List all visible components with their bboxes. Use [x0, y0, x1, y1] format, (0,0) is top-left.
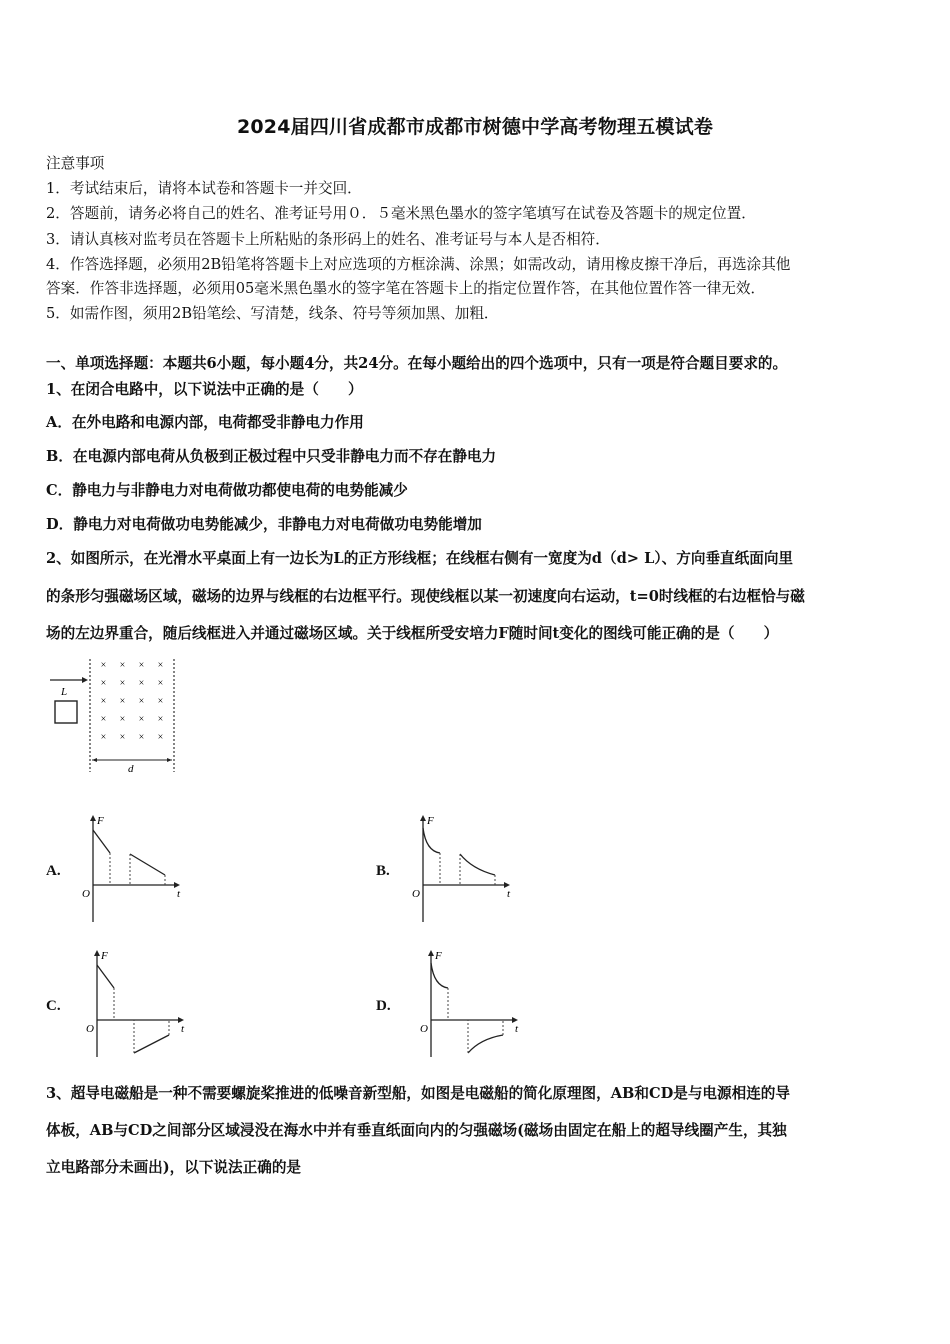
magnetic-field-figure — [40, 655, 190, 775]
axis-label-t: t — [507, 888, 511, 900]
axis-label-t: t — [515, 1023, 519, 1035]
graph-c — [84, 945, 199, 1065]
force-curve-entering — [431, 963, 448, 988]
graph-b-label: B. — [376, 863, 390, 879]
field-crosses — [100, 660, 164, 743]
notice-item: 1．考试结束后，请将本试卷和答题卡一并交回． — [46, 180, 362, 197]
notice-heading: 注意事项 — [46, 155, 105, 172]
force-segment-exiting — [134, 1035, 169, 1053]
origin-label: O — [412, 888, 420, 900]
page-title: 2024届四川省成都市成都市树德中学高考物理五模试卷 — [236, 116, 714, 138]
notice-item: 答案．作答非选择题，必须用05毫米黑色墨水的签字笔在答题卡上的指定位置作答，在其他位置作答一律无效． — [46, 280, 766, 297]
field-cross-icon: × — [138, 696, 145, 707]
axis-label-f: F — [435, 950, 442, 962]
field-cross-icon: × — [157, 714, 164, 725]
graph-c-label: C. — [46, 998, 61, 1014]
graph-b — [410, 810, 525, 925]
field-cross-icon: × — [100, 678, 107, 689]
q1-option-c: C．静电力与非静电力对电荷做功都使电荷的电势能减少 — [46, 482, 408, 499]
q1-option-a: A．在外电路和电源内部，电荷都受非静电力作用 — [46, 414, 364, 431]
q1-option-d: D．静电力对电荷做功电势能减少，非静电力对电荷做功电势能增加 — [46, 516, 482, 533]
field-cross-icon: × — [119, 732, 126, 743]
notice-item: 5．如需作图，须用2B铅笔绘、写清楚，线条、符号等须加黑、加粗． — [46, 305, 499, 322]
axis-arrow-icon — [428, 950, 434, 956]
force-segment-entering — [93, 830, 110, 853]
arrow-head-icon — [82, 677, 88, 683]
field-cross-icon: × — [138, 732, 145, 743]
axis-arrow-icon — [90, 815, 96, 821]
field-cross-icon: × — [157, 660, 164, 671]
field-cross-icon: × — [138, 678, 145, 689]
field-cross-icon: × — [100, 660, 107, 671]
graph-d — [418, 945, 533, 1065]
force-curve-entering — [423, 828, 440, 853]
field-cross-icon: × — [157, 696, 164, 707]
field-cross-icon: × — [119, 696, 126, 707]
graph-a — [80, 810, 195, 925]
axis-label-f: F — [427, 815, 434, 827]
field-cross-icon: × — [157, 678, 164, 689]
notice-item: 4．作答选择题，必须用2B铅笔将答题卡上对应选项的方框涂满、涂黑；如需改动，请用橡皮擦干净后，再选涂其他 — [46, 256, 791, 273]
field-cross-icon: × — [119, 714, 126, 725]
label-d: d — [128, 763, 134, 775]
dimension-arrow-icon — [167, 758, 172, 762]
field-cross-icon: × — [138, 660, 145, 671]
question-3-line: 立电路部分未画出)，以下说法正确的是 — [46, 1159, 302, 1176]
question-2-line: 的条形匀强磁场区域，磁场的边界与线框的右边框平行。现使线框以某一初速度向右运动，t=0时线框的右边框恰与磁 — [46, 588, 805, 605]
origin-label: O — [86, 1023, 94, 1035]
question-2-line: 2、如图所示，在光滑水平桌面上有一边长为L的正方形线框；在线框右侧有一宽度为d（d> L）、方向垂直纸面向里 — [46, 550, 794, 567]
graph-d-label: D. — [376, 998, 391, 1014]
field-cross-icon: × — [100, 732, 107, 743]
force-segment-exiting — [130, 854, 165, 875]
axis-label-f: F — [97, 815, 104, 827]
origin-label: O — [82, 888, 90, 900]
label-L: L — [61, 686, 68, 698]
field-cross-icon: × — [138, 714, 145, 725]
question-1-stem: 1、在闭合电路中，以下说法中正确的是（ ） — [46, 381, 363, 398]
field-cross-icon: × — [100, 714, 107, 725]
graph-a-label: A. — [46, 863, 61, 879]
square-coil — [55, 701, 77, 723]
origin-label: O — [420, 1023, 428, 1035]
field-cross-icon: × — [119, 678, 126, 689]
dimension-arrow-icon — [92, 758, 97, 762]
field-cross-icon: × — [100, 696, 107, 707]
axis-label-t: t — [177, 888, 181, 900]
field-cross-icon: × — [157, 732, 164, 743]
axis-label-f: F — [101, 950, 108, 962]
force-segment-entering — [97, 965, 114, 988]
axis-arrow-icon — [94, 950, 100, 956]
q1-option-b: B．在电源内部电荷从负极到正极过程中只受非静电力而不存在静电力 — [46, 448, 497, 465]
question-3-line: 体板，AB与CD之间部分区域浸没在海水中并有垂直纸面向内的匀强磁场(磁场由固定在船上的超导线圈产生，其独 — [46, 1122, 787, 1139]
question-2-line: 场的左边界重合，随后线框进入并通过磁场区域。关于线框所受安培力F随时间t变化的图线可能正确的是（ ） — [46, 625, 779, 642]
force-curve-exiting — [468, 1035, 503, 1053]
field-cross-icon: × — [119, 660, 126, 671]
force-curve-exiting — [460, 854, 495, 875]
section-heading: 一、单项选择题：本题共6小题，每小题4分，共24分。在每小题给出的四个选项中，只有一项是符合题目要求的。 — [46, 355, 788, 372]
notice-item: 2．答题前，请务必将自己的姓名、准考证号用０．５毫米黑色墨水的签字笔填写在试卷及答题卡的规定位置． — [46, 205, 756, 222]
question-3-line: 3、超导电磁船是一种不需要螺旋桨推进的低噪音新型船，如图是电磁船的简化原理图，AB和CD是与电源相连的导 — [46, 1085, 790, 1102]
notice-item: 3．请认真核对监考员在答题卡上所粘贴的条形码上的姓名、准考证号与本人是否相符． — [46, 231, 610, 248]
axis-arrow-icon — [420, 815, 426, 821]
axis-label-t: t — [181, 1023, 185, 1035]
